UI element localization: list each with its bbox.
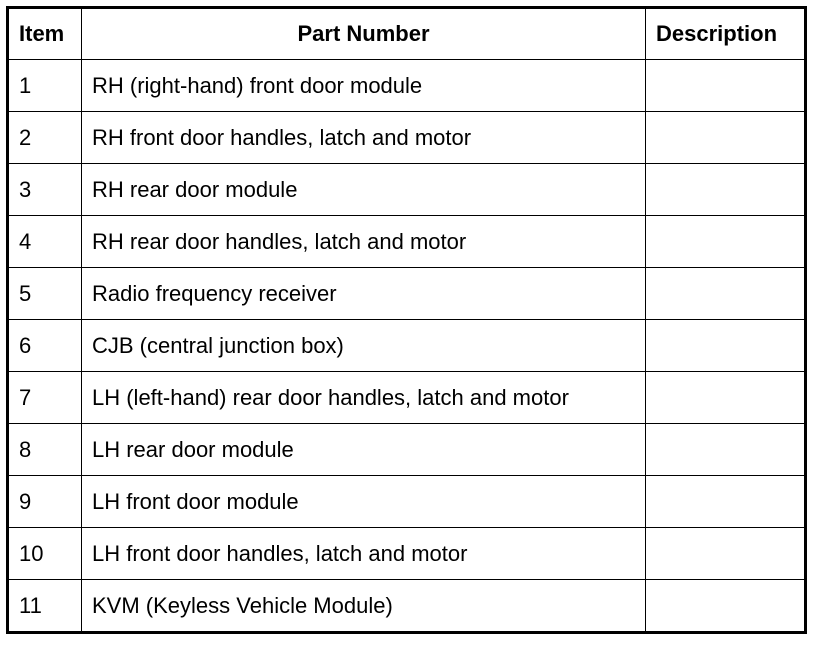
header-part-number: Part Number — [82, 8, 646, 60]
header-row — [8, 8, 806, 60]
item-cell: 2 — [8, 112, 82, 164]
table-row — [8, 164, 806, 216]
part-cell: RH front door handles, latch and motor — [82, 112, 646, 164]
table-row — [8, 580, 806, 633]
description-cell — [646, 164, 806, 216]
item-cell: 5 — [8, 268, 82, 320]
table-row — [8, 60, 806, 112]
table-row — [8, 476, 806, 528]
item-cell: 9 — [8, 476, 82, 528]
item-cell: 10 — [8, 528, 82, 580]
item-cell: 11 — [8, 580, 82, 633]
item-cell: 7 — [8, 372, 82, 424]
header-description: Description — [646, 8, 806, 60]
header-item: Item — [8, 8, 82, 60]
description-cell — [646, 60, 806, 112]
table-row — [8, 112, 806, 164]
description-cell — [646, 268, 806, 320]
part-cell: LH rear door module — [82, 424, 646, 476]
item-cell: 8 — [8, 424, 82, 476]
parts-table — [6, 6, 807, 634]
description-cell — [646, 112, 806, 164]
item-cell: 1 — [8, 60, 82, 112]
description-cell — [646, 580, 806, 633]
part-cell: CJB (central junction box) — [82, 320, 646, 372]
part-cell: Radio frequency receiver — [82, 268, 646, 320]
description-cell — [646, 476, 806, 528]
description-cell — [646, 372, 806, 424]
part-cell: RH rear door module — [82, 164, 646, 216]
description-cell — [646, 424, 806, 476]
item-cell: 4 — [8, 216, 82, 268]
part-cell: RH rear door handles, latch and motor — [82, 216, 646, 268]
part-cell: RH (right-hand) front door module — [82, 60, 646, 112]
item-cell: 3 — [8, 164, 82, 216]
table-row — [8, 320, 806, 372]
item-cell: 6 — [8, 320, 82, 372]
part-cell: LH (left-hand) rear door handles, latch and motor — [82, 372, 646, 424]
table-header — [8, 8, 806, 60]
description-cell — [646, 320, 806, 372]
part-cell: LH front door module — [82, 476, 646, 528]
table-row — [8, 528, 806, 580]
table-row — [8, 372, 806, 424]
table-row — [8, 216, 806, 268]
description-cell — [646, 216, 806, 268]
table-row — [8, 424, 806, 476]
part-cell: LH front door handles, latch and motor — [82, 528, 646, 580]
table-row — [8, 268, 806, 320]
part-cell: KVM (Keyless Vehicle Module) — [82, 580, 646, 633]
description-cell — [646, 528, 806, 580]
table-body — [8, 60, 806, 633]
